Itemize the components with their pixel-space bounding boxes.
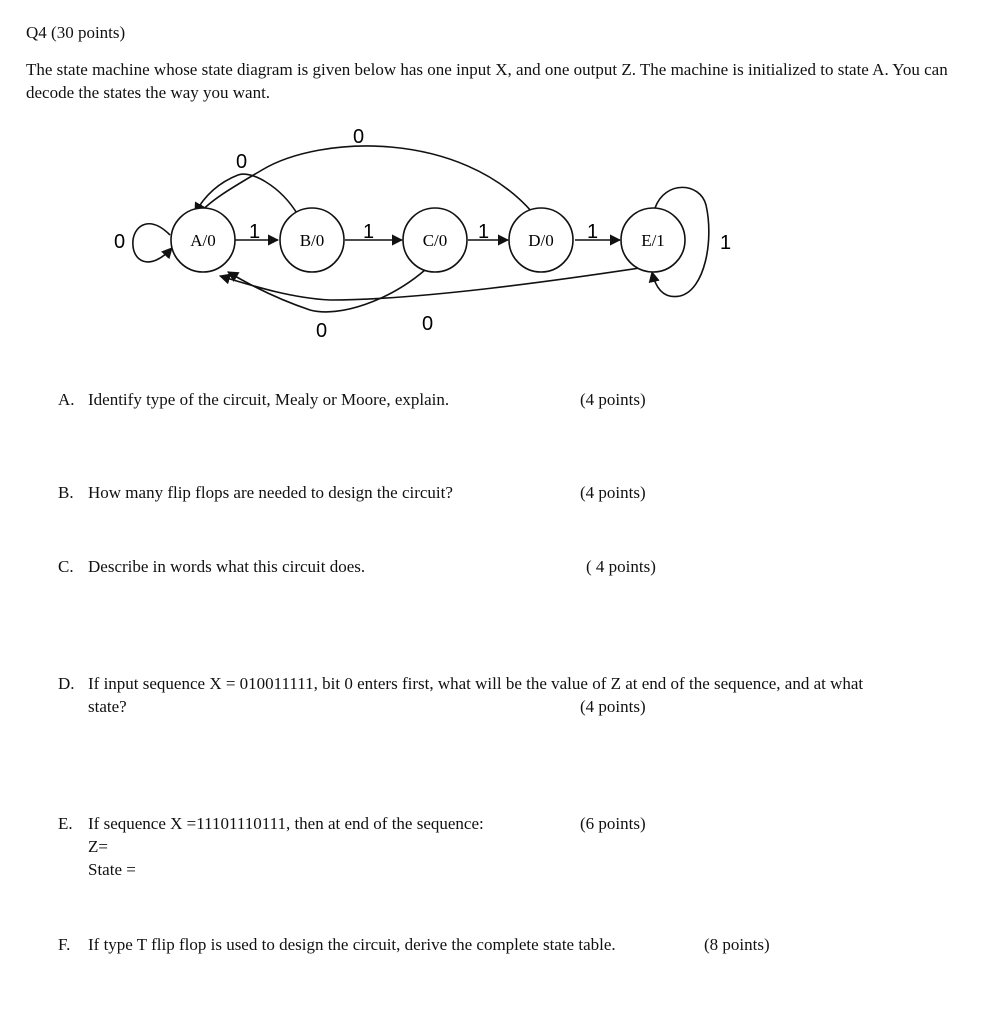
intro-paragraph: The state machine whose state diagram is given below has one input X, and one output Z. The machine is initialized to state A. You can decode the states the way you want. [26, 60, 948, 102]
label-E-A: 0 [316, 320, 328, 342]
label-C-A: 0 [422, 313, 434, 335]
state-A-label: A/0 [190, 231, 216, 250]
state-E-label: E/1 [641, 231, 665, 250]
question-b-letter: B. [58, 483, 74, 502]
state-diagram [0, 0, 988, 380]
label-C-D: 1 [478, 221, 490, 243]
question-c-points: ( 4 points) [586, 557, 656, 576]
label-D-E: 1 [587, 221, 599, 243]
question-d-text: If input sequence X = 010011111, bit 0 enters first, what will be the value of Z at end of the sequence, and at what [88, 674, 864, 693]
question-a-letter: A. [58, 390, 75, 409]
question-c-text: Describe in words what this circuit does. [88, 557, 366, 576]
state-D [509, 208, 573, 272]
state-B-label: B/0 [299, 231, 325, 250]
question-d-letter: D. [58, 674, 75, 693]
edge-D-A [198, 146, 532, 215]
question-f-points: (8 points) [704, 935, 770, 954]
question-a-points: (4 points) [580, 390, 646, 409]
edge-C-A [228, 270, 425, 312]
state-A [171, 208, 235, 272]
question-b-text: How many flip flops are needed to design the circuit? [88, 483, 453, 502]
question-b-points: (4 points) [580, 483, 646, 502]
state-C [403, 208, 467, 272]
question-a-text: Identify type of the circuit, Mealy or Moore, explain. [88, 390, 450, 409]
state-E [621, 208, 685, 272]
question-c-letter: C. [58, 557, 74, 576]
question-e-letter: E. [58, 814, 73, 833]
question-e-z-line: Z= [88, 837, 108, 856]
state-C-label: C/0 [422, 231, 448, 250]
question-f-letter: F. [58, 935, 71, 954]
state-B [280, 208, 344, 272]
question-e-state-line: State = [88, 860, 136, 879]
edge-E-A [220, 268, 640, 300]
question-e-points: (6 points) [580, 814, 646, 833]
label-B-A: 0 [236, 151, 248, 173]
question-e-text: If sequence X =11101110111, then at end of the sequence: [88, 814, 484, 833]
label-E-E: 1 [720, 232, 732, 254]
question-d-points: (4 points) [580, 697, 646, 716]
label-A-A: 0 [114, 231, 126, 253]
label-B-C: 1 [363, 221, 375, 243]
question-f-text: If type T flip flop is used to design the circuit, derive the complete state table. [88, 935, 616, 954]
question-d-text-line2: state? [88, 697, 127, 716]
question-title: Q4 (30 points) [26, 23, 126, 42]
label-A-B: 1 [249, 221, 261, 243]
edge-A-A [133, 224, 172, 262]
label-D-A: 0 [353, 126, 365, 148]
state-D-label: D/0 [528, 231, 554, 250]
